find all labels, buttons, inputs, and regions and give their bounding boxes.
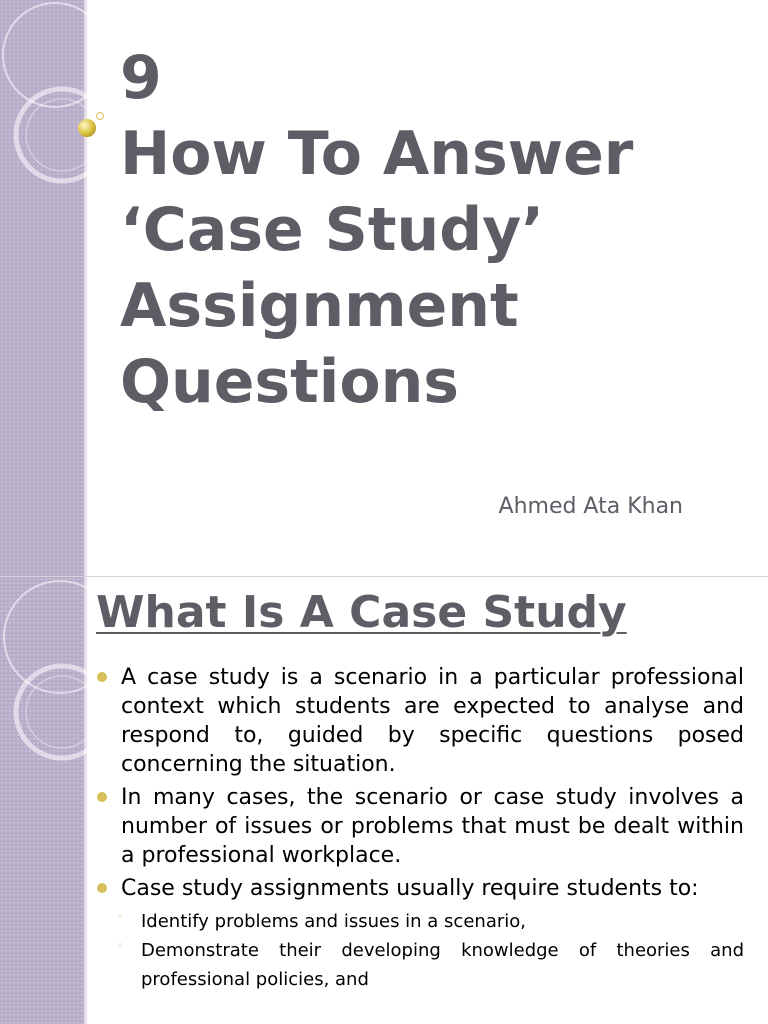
bullet-dot-icon xyxy=(97,883,107,893)
bullet-text: Case study assignments usually require students to: xyxy=(121,876,699,901)
bullet-dot-icon xyxy=(97,792,107,802)
bullet-list xyxy=(96,663,744,994)
sub-list-item xyxy=(96,907,744,936)
pearl-bead xyxy=(78,119,96,137)
title-line: How To Answer xyxy=(120,119,634,189)
bullet-text: In many cases, the scenario or case study involves a number of issues or problems that must be dealt within a professional workplace. xyxy=(121,785,744,868)
page-title xyxy=(120,40,740,420)
slide-heading: What Is A Case Study xyxy=(96,587,627,638)
sub-bullet-ring-icon: ◦ xyxy=(117,939,124,952)
sub-list-item xyxy=(96,936,744,994)
title-line: Assignment xyxy=(120,271,519,341)
sub-bullet-text: Demonstrate their developing knowledge of theories and professional policies, and xyxy=(141,940,744,990)
list-item xyxy=(96,783,744,870)
title-line: 9 xyxy=(120,43,162,113)
bullet-text: A case study is a scenario in a particular professional context which students are expected to analyse and respond to, guided by specific questions posed concerning the situation. xyxy=(121,665,744,777)
sub-bullet-text: Identify problems and issues in a scenario, xyxy=(141,911,526,932)
author-name: Ahmed Ata Khan xyxy=(498,494,683,519)
bullet-dot-icon xyxy=(97,672,107,682)
title-line: ‘Case Study’ xyxy=(120,195,545,265)
circle-ornament-icon xyxy=(0,0,140,200)
title-line: Questions xyxy=(120,347,460,417)
list-item xyxy=(96,874,744,903)
content-slide xyxy=(0,577,768,1024)
list-item xyxy=(96,663,744,779)
sub-bullet-ring-icon: ◦ xyxy=(117,910,124,923)
